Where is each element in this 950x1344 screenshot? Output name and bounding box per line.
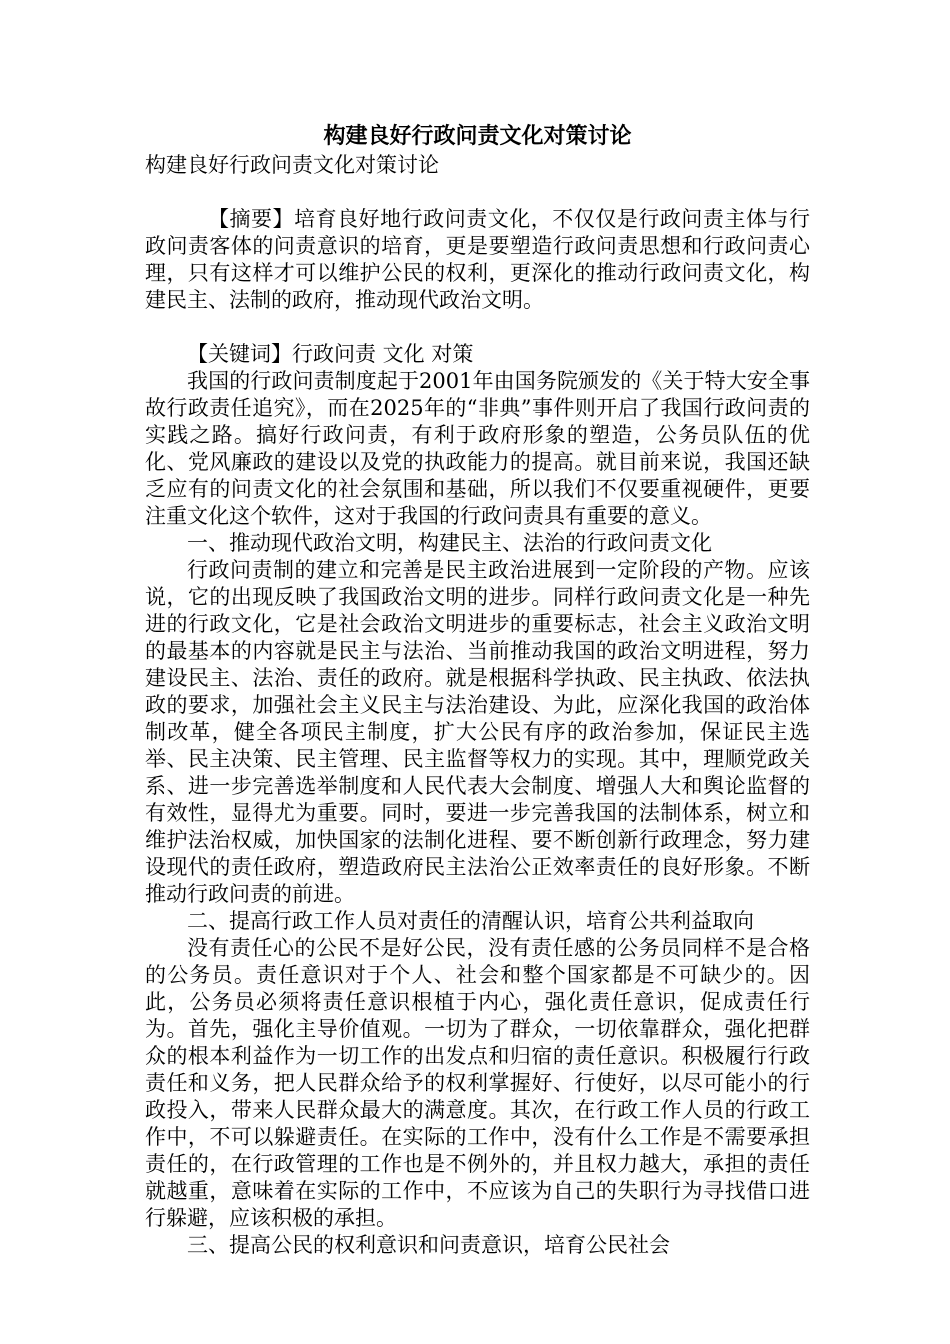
document-page [145, 120, 810, 1259]
section-2-body: 没有责任心的公民不是好公民，没有责任感的公务员同样不是合格的公务员。责任意识对于个人、社会和整个国家都是不可缺少的。因此，公务员必须将责任意识根植于内心，强化责任意识，促成责任行为。首先，强化主导价值观。一切为了群众，一切依靠群众，强化把群众的根本利益作为一切工作的出发点和归宿的责任意识。积极履行行政责任和义务，把人民群众给予的权利掌握好、行使好，以尽可能小的行政投入，带来人民群众最大的满意度。其次，在行政工作人员的行政工作中，不可以躲避责任。在实际的工作中，没有什么工作是不需要承担责任的，在行政管理的工作也是不例外的，并且权力越大，承担的责任就越重，意味着在实际的工作中，不应该为自己的失职行为寻找借口进行躲避，应该积极的承担。 [145, 936, 810, 1230]
document-subtitle: 构建良好行政问责文化对策讨论 [145, 153, 439, 177]
intro-paragraph: 我国的行政问责制度起于2001年由国务院颁发的《关于特大安全事故行政责任追究》，而在2025年的“非典”事件则开启了我国行政问责的实践之路。搞好行政问责，有利于政府形象的塑造，公务员队伍的优化、党风廉政的建设以及党的执政能力的提高。就目前来说，我国还缺乏应有的问责文化的社会氛围和基础，所以我们不仅要重视硬件，更要注重文化这个软件，这对于我国的行政问责具有重要的意义。 [145, 369, 810, 528]
section-1-body: 行政问责制的建立和完善是民主政治进展到一定阶段的产物。应该说，它的出现反映了我国政治文明的进步。同样行政问责文化是一种先进的行政文化，它是社会政治文明进步的重要标志，社会主义政治文明的最基本的内容就是民主与法治、当前推动我国的政治文明进程，努力建设民主、法治、责任的政府。就是根据科学执政、民主执政、依法执政的要求，加强社会主义民主与法治建设、为此，应深化我国的政治体制改革，健全各项民主制度，扩大公民有序的政治参加，保证民主选举、民主决策、民主管理、民主监督等权力的实现。其中，理顺党政关系、进一步完善选举制度和人民代表大会制度、增强人大和舆论监督的有效性，显得尤为重要。同时，要进一步完善我国的法制体系，树立和维护法治权威，加快国家的法制化进程、要不断创新行政理念，努力建设现代的责任政府，塑造政府民主法治公正效率责任的良好形象。不断推动行政问责的前进。 [145, 558, 810, 906]
section-1-heading: 一、推动现代政治文明，构建民主、法治的行政问责文化 [187, 531, 712, 555]
abstract-paragraph: 【摘要】培育良好地行政问责文化，不仅仅是行政问责主体与行政问责客体的问责意识的培育，更是要塑造行政问责思想和行政问责心理，只有这样才可以维护公民的权利，更深化的推动行政问责文化，构建民主、法制的政府，推动现代政治文明。 [145, 207, 810, 312]
section-3-heading: 三、提高公民的权利意识和问责意识，培育公民社会 [187, 1233, 670, 1257]
document-title: 构建良好行政问责文化对策讨论 [323, 123, 632, 149]
keywords-line: 【关键词】行政问责 文化 对策 [187, 342, 474, 366]
section-2-heading: 二、提高行政工作人员对责任的清醒认识，培育公共利益取向 [187, 909, 754, 933]
